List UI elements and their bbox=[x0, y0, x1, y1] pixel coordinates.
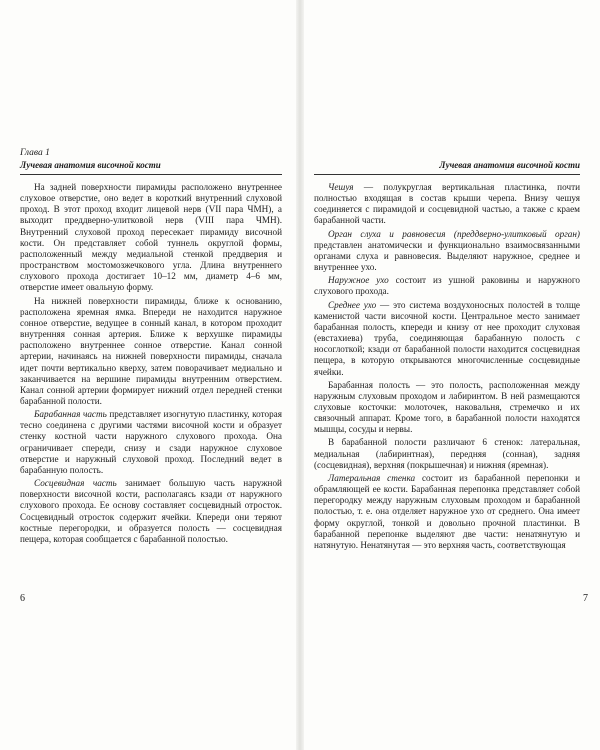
paragraph: Чешуя — полукруглая вертикальная пластинка, почти полностью входящая в состав крыши черепа. Внизу чешуя соединяется с пирамидой и сосцевидной частью, а также с краем барабанной части. bbox=[314, 182, 580, 226]
page-number-right: 7 bbox=[583, 593, 588, 604]
running-head-left: Лучевая анатомия височной кости bbox=[20, 160, 282, 175]
paragraph: Среднее ухо — это система воздухоносных полостей в толще каменистой части височной кости. Центральное место занимает барабанная полость, кпереди и книзу от нее проходит слуховая (евстахиева) труба, соединяющая барабанную полость с носоглоткой; кзади от барабанной полости находится сосцевидная пещера, в которую открываются многочисленные сосцевидные ячейки. bbox=[314, 299, 580, 377]
paragraph: В барабанной полости различают 6 стенок: латеральная, медиальная (лабиринтная), передняя (сонная), задняя (сосцевидная), верхняя (покрышечная) и нижняя (яремная). bbox=[314, 437, 580, 470]
paragraph: Орган слуха и равновесия (преддверно-улитковый орган) представлен анатомически и функционально взаимосвязанными органами слуха и равновесия. Выделяют наружное, среднее и внутреннее ухо. bbox=[314, 228, 580, 273]
paragraph: На задней поверхности пирамиды расположено внутреннее слуховое отверстие, оно ведет в короткий внутренний слуховой проход. В этот проход входит лицевой нерв (VII пара ЧМН), а выходит преддверно-улитковой нерв (VIII пара ЧМН). Внутренний слуховой проход пересекает пирамиду височной кости. Он представляет собой туннель округлой формы, расположенный между медиальной стенкой преддверия и пространством мостомозжечкового угла. Длина внутреннего слухового прохода достигает 10–12 мм, диаметр 4–6 мм, отверстие имеет овальную форму. bbox=[20, 182, 282, 293]
right-page bbox=[300, 0, 600, 750]
chapter-label: Глава 1 bbox=[20, 148, 50, 158]
left-page-body bbox=[20, 182, 282, 547]
page-number-left: 6 bbox=[20, 593, 25, 604]
running-head-right: Лучевая анатомия височной кости bbox=[314, 160, 580, 175]
paragraph: Барабанная часть представляет изогнутую пластинку, которая тесно соединена с другими частями височной кости и образует стенку костной части наружного слухового прохода. Она ограничивает спереди, снизу и сзади наружное слуховое отверстие и наружный слуховой проход. Последний ведет в барабанную полость. bbox=[20, 409, 282, 475]
right-page-body bbox=[314, 182, 580, 553]
paragraph: Латеральная стенка состоит из барабанной перепонки и обрамляющей ее кости. Барабанная перепонка представляет собой перегородку между наружным слуховым проходом и барабанной полостью, т. е. она отделяет наружное ухо от среднего. Она имеет форму округлой, тонкой и довольно прочной пластинки. В барабанной перепонке выделяют две части: ненатянутую и натянутую. Ненатянутая — это верхняя часть, соответствующая bbox=[314, 472, 580, 550]
paragraph: Барабанная полость — это полость, расположенная между наружным слуховым проходом и лабиринтом. В ней размещаются слуховые косточки: молоточек, наковальня, стремечко и их связочный аппарат. Кроме того, в барабанной полости находятся мышцы, сосуды и нервы. bbox=[314, 379, 580, 435]
paragraph: На нижней поверхности пирамиды, ближе к основанию, расположена яремная ямка. Впереди не находится наружное сонное отверстие, ведущее в сонный канал, в котором проходит внутренняя сонная артерия. Ближе к верхушке пирамиды расположено внутреннее сонное отверстие. Канал сонной артерии, начинаясь на нижней поверхности пирамиды, сначала идет почти вертикально кверху, затем поворачивает медиально и заканчивается на вершине пирамиды внутренним отверстием. Канал сонной артерии формирует нижний отдел передней стенки барабанной полости. bbox=[20, 295, 282, 406]
paragraph: Сосцевидная часть занимает большую часть наружной поверхности височной кости, располагаясь кзади от наружного слухового прохода. Ее основу составляет сосцевидный отросток. Сосцевидный отросток содержит ячейки. Кпереди они теряют костные перегородки, и образуется полость — сосцевидная пещера, которая сообщается с барабанной полостью. bbox=[20, 478, 282, 544]
paragraph: Наружное ухо состоит из ушной раковины и наружного слухового прохода. bbox=[314, 275, 580, 297]
